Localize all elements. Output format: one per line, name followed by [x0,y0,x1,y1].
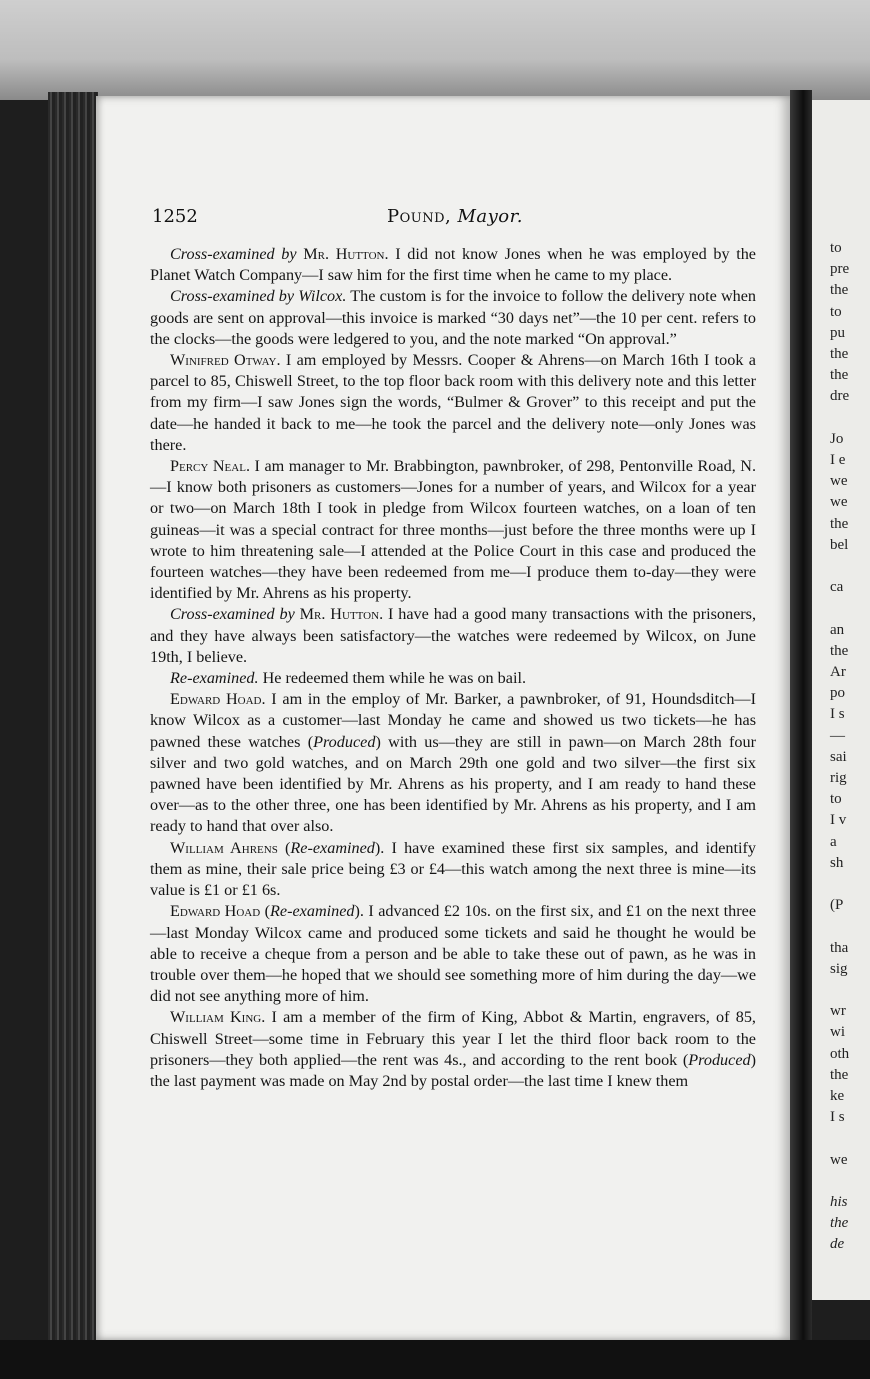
running-head-name: Pound, [386,206,452,227]
book-gutter [790,90,812,1350]
italic-text: Cross-examined by Wilcox. [170,287,347,306]
text-run: I did not know Jones when he was employed by the Planet Watch Company—I saw him for the first time when he came to my place. [150,245,756,285]
adjacent-page-word-fragment: pu [830,324,845,341]
text-run: ). I have examined these first six samples, and identify them as mine, their sale price being £3 or £4—this watch among the next three is mine—its value is £1 or £1 6s. [150,838,756,900]
adjacent-page-word-fragment: we [830,494,848,511]
page-body-text [150,244,756,1092]
text-run: He redeemed them while he was on bail. [258,669,526,688]
adjacent-page-word-fragment: tha [830,939,849,956]
adjacent-page-word-fragment: the [830,642,849,659]
paragraph [150,689,756,837]
adjacent-page-word-fragment: Ar [830,664,846,680]
adjacent-page-word-fragment: ca [830,579,844,596]
running-head [152,206,758,227]
adjacent-page-word-fragment: we [830,473,848,490]
adjacent-page-word-fragment: the [830,282,849,299]
text-run: I am manager to Mr. Brabbington, pawnbroker, of 298, Pentonville Road, N.—I know both prisoners as customers—Jones for a number of years, and Wilcox for a year or two—on March 18th I took in pledge from Wilcox fourteen watches, on a loan of ten guineas—it was a special contract for three months—just before the three months were up I wrote to him threatening sale—I attended at the Police Court in this case and produced the fourteen watches—they have been redeemed from me—I produce them to-day—they were identified by Mr. Ahrens as his property. [150,457,756,603]
adjacent-page-word-fragment: ke [830,1088,845,1104]
adjacent-page-word-fragment: bel [830,536,849,553]
italic-text: Produced [313,732,376,751]
paragraph [150,838,756,902]
speaker-name: Winifred Otway. [170,351,281,370]
italic-text: Re-examined. [170,669,259,688]
adjacent-page-word-fragment: we [830,1151,848,1168]
paragraph [150,668,756,689]
adjacent-page-word-fragment: wr [830,1003,846,1020]
page-header [152,206,758,230]
paragraph [150,1007,756,1092]
text-run: I am a member of the firm of King, Abbot & Martin, engravers, of 85, Chiswell Street—some time in February this year I let the third floor back room to the prisoners—they both applied—the rent was 4s., and according to the rent book ( [150,1008,756,1069]
text-run: I have had a good many transactions with the prisoners, and they have always been satisfactory—the watches were redeemed by Wilcox, on June 19th, I believe. [150,605,757,666]
text-run: ) with us—they are still in pawn—on March 28th four silver and two gold watches, and on March 29th one gold and two silver—the first six pawned have been identified by Mr. Ahrens as his property, and I am ready to hand these over—as to the other three, one has been identified by Mr. Ahrens as his property, and I am ready to hand that over also. [150,732,756,836]
adjacent-page-word-fragment: dre [830,388,850,405]
adjacent-page-word-fragment: (P [830,897,844,914]
text-run: ). I advanced £2 10s. on the first six, and £1 on the next three—last Monday Wilcox came and produced some tickets and said he thought he would be able to receive a cheque from a person and be able to take these out of pawn, as he was in trouble over them—he hoped that we should see something more of him during the day—we did not see anything more of him. [150,902,756,1006]
adjacent-page-word-fragment: rig [830,770,847,786]
text-run: I am employed by Messrs. Cooper & Ahrens—on March 16th I took a parcel to 85, Chiswell Street, to the top floor back room with this delivery note and this letter from my firm—I saw Jones sign the words, “Bulmer & Grover” to this receipt and put the date—he handed it back to me—he took the parcel and the delivery note—only Jones was there. [150,351,756,454]
adjacent-page-word-fragment: his [830,1194,848,1210]
adjacent-page-word-fragment: po [830,685,845,702]
italic-text: Re-examined [290,838,375,857]
adjacent-page-word-fragment: the [830,1215,849,1232]
italic-text: Produced [688,1050,751,1069]
adjacent-page-word-fragment: sh [830,854,844,871]
scan-background-top [0,0,870,100]
adjacent-page-word-fragment: — [830,727,845,744]
scan-background-bottom [0,1340,870,1379]
adjacent-page-word-fragment: wi [830,1024,845,1041]
adjacent-page-word-fragment: an [830,621,845,638]
paragraph [150,456,756,604]
speaker-name: Mr. Hutton. [299,605,384,624]
page-number: 1252 [152,206,198,227]
paragraph [150,604,756,668]
adjacent-page-word-fragment: I s [830,706,845,723]
adjacent-page-word-fragment: the [830,367,849,384]
adjacent-page-word-fragment: I e [830,452,846,468]
adjacent-page-word-fragment: sai [830,748,847,765]
adjacent-page-word-fragment: pre [830,261,850,278]
adjacent-page-fragment [812,100,870,1300]
adjacent-page-word-fragment: the [830,346,849,362]
paragraph [150,901,756,1007]
text-run: ) the last payment was made on May 2nd by postal order—the last time I knew them [150,1050,756,1090]
adjacent-page-word-fragment: I v [830,812,847,829]
text-run: ( [260,902,271,921]
text-run: The custom is for the invoice to follow the delivery note when goods are sent on approval—this invoice is marked “30 days net”—the 10 per cent. refers to the clocks—the goods were ledgered to you, and the note marked “On approval.” [150,287,757,348]
italic-text: Cross-examined by [170,245,297,263]
text-run: ( [277,838,291,857]
adjacent-page-word-fragment: oth [830,1045,850,1062]
speaker-name: William King. [170,1008,266,1027]
adjacent-page-word-fragment: Jo [830,430,844,447]
paragraph [150,244,756,286]
speaker-name: Edward Hoad. [170,690,266,709]
adjacent-page-word-fragment: I s [830,1109,845,1126]
adjacent-page-word-fragment: to [830,303,842,320]
speaker-name: Mr. Hutton. [303,245,389,263]
text-run: I am in the employ of Mr. Barker, a pawnbroker, of 91, Houndsditch—I know Wilcox as a customer—last Monday he came and showed us two tickets—he has pawned these watches ( [150,690,756,751]
book-page-edges [48,92,98,1342]
adjacent-page-word-fragment: a [830,833,837,850]
running-head-role: Mayor. [457,206,523,227]
adjacent-page-word-fragment: to [830,240,842,256]
italic-text: Cross-examined by [170,605,295,624]
adjacent-page-word-fragment: de [830,1236,845,1253]
paragraph [150,286,756,350]
adjacent-page-word-fragment: sig [830,960,848,977]
adjacent-page-word-fragment: the [830,1066,849,1083]
speaker-name: William Ahrens [170,838,278,857]
speaker-name: Percy Neal. [170,457,250,476]
speaker-name: Edward Hoad [170,902,261,921]
paragraph [150,350,756,456]
adjacent-page-word-fragment: the [830,515,849,532]
adjacent-page-word-fragment: to [830,791,842,808]
italic-text: Re-examined [270,902,355,921]
